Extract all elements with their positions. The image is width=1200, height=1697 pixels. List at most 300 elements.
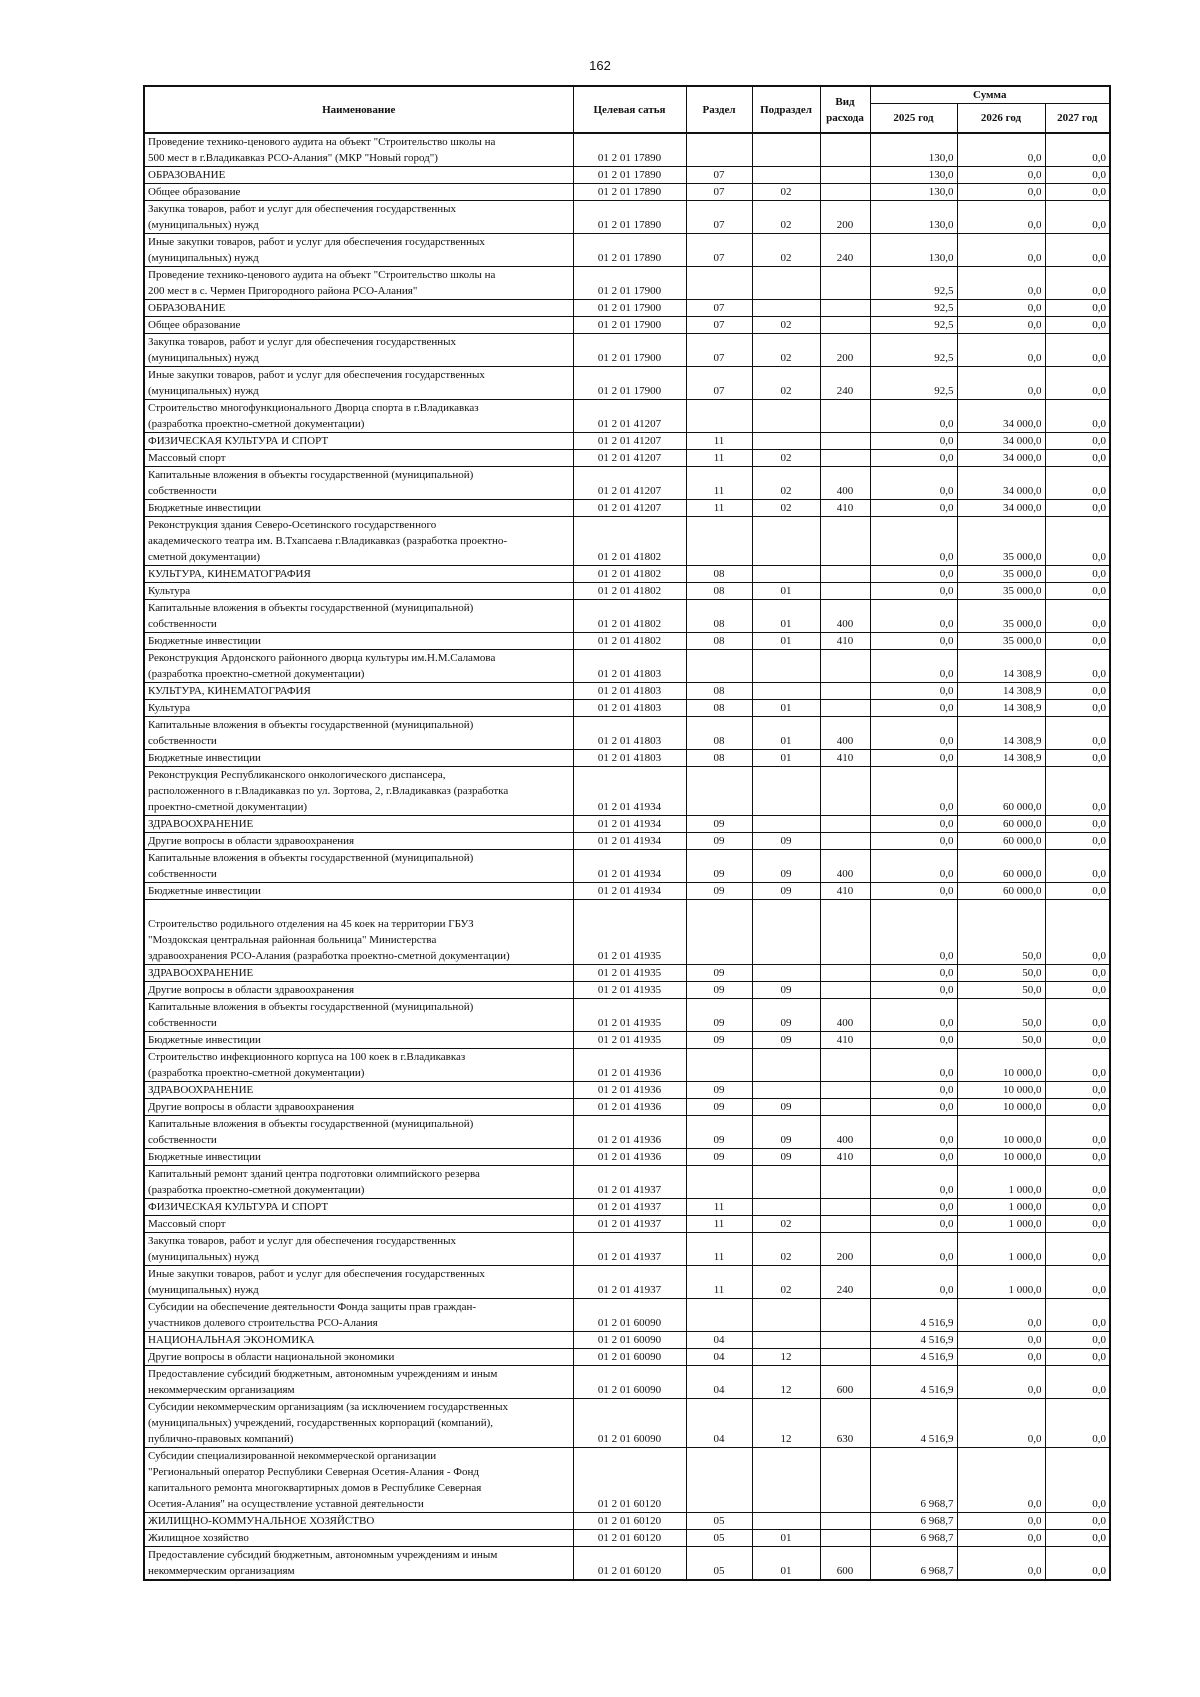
table-row [144, 334, 1110, 367]
cell-2025: 130,0 [870, 184, 957, 201]
cell-name: Предоставление субсидий бюджетным, автономным учреждениям и иным некоммерческим организациям [144, 1547, 573, 1581]
cell-name: Бюджетные инвестиции [144, 883, 573, 900]
table-row [144, 650, 1110, 683]
cell-section: 09 [686, 1149, 752, 1166]
cell-2027: 0,0 [1045, 1530, 1110, 1547]
cell-2026: 14 308,9 [957, 683, 1045, 700]
cell-section: 05 [686, 1547, 752, 1581]
cell-2026: 60 000,0 [957, 833, 1045, 850]
cell-section: 04 [686, 1349, 752, 1366]
cell-2026: 35 000,0 [957, 583, 1045, 600]
table-row [144, 517, 1110, 566]
cell-2027: 0,0 [1045, 334, 1110, 367]
cell-2025: 0,0 [870, 633, 957, 650]
cell-subsection [752, 1049, 820, 1082]
cell-2026: 1 000,0 [957, 1216, 1045, 1233]
cell-subsection [752, 965, 820, 982]
cell-name: Бюджетные инвестиции [144, 500, 573, 517]
cell-subsection: 09 [752, 1099, 820, 1116]
cell-2025: 0,0 [870, 1099, 957, 1116]
cell-expense-type [820, 133, 870, 167]
cell-subsection [752, 816, 820, 833]
cell-section [686, 1299, 752, 1332]
cell-2026: 60 000,0 [957, 767, 1045, 816]
cell-name: Капитальные вложения в объекты государственной (муниципальной) собственности [144, 999, 573, 1032]
cell-subsection: 01 [752, 1530, 820, 1547]
cell-target: 01 2 01 17900 [573, 317, 686, 334]
cell-2025: 92,5 [870, 367, 957, 400]
cell-2026: 35 000,0 [957, 633, 1045, 650]
cell-section: 08 [686, 683, 752, 700]
cell-2027: 0,0 [1045, 600, 1110, 633]
cell-section [686, 400, 752, 433]
cell-2026: 1 000,0 [957, 1166, 1045, 1199]
cell-2025: 0,0 [870, 883, 957, 900]
cell-2027: 0,0 [1045, 184, 1110, 201]
cell-name: ЗДРАВООХРАНЕНИЕ [144, 1082, 573, 1099]
cell-section [686, 767, 752, 816]
cell-target: 01 2 01 41802 [573, 600, 686, 633]
cell-subsection [752, 133, 820, 167]
cell-section: 08 [686, 750, 752, 767]
cell-expense-type [820, 1299, 870, 1332]
cell-2027: 0,0 [1045, 317, 1110, 334]
table-row [144, 317, 1110, 334]
cell-name: Общее образование [144, 317, 573, 334]
cell-expense-type: 400 [820, 999, 870, 1032]
cell-subsection [752, 650, 820, 683]
table-row [144, 816, 1110, 833]
cell-2027: 0,0 [1045, 767, 1110, 816]
cell-2026: 34 000,0 [957, 400, 1045, 433]
cell-2027: 0,0 [1045, 300, 1110, 317]
cell-2027: 0,0 [1045, 467, 1110, 500]
cell-target: 01 2 01 41936 [573, 1149, 686, 1166]
cell-expense-type: 400 [820, 600, 870, 633]
cell-2027: 0,0 [1045, 201, 1110, 234]
cell-name: КУЛЬТУРА, КИНЕМАТОГРАФИЯ [144, 683, 573, 700]
cell-name: Строительство многофункционального Дворца спорта в г.Владикавказ (разработка проектно-сметной документации) [144, 400, 573, 433]
cell-subsection [752, 433, 820, 450]
table-row [144, 833, 1110, 850]
cell-2027: 0,0 [1045, 965, 1110, 982]
cell-subsection: 09 [752, 999, 820, 1032]
table-row [144, 267, 1110, 300]
cell-2026: 10 000,0 [957, 1082, 1045, 1099]
table-row [144, 1216, 1110, 1233]
cell-2025: 0,0 [870, 400, 957, 433]
cell-subsection [752, 400, 820, 433]
cell-name: Проведение технико-ценового аудита на объект "Строительство школы на 500 мест в г.Владикавказ РСО-Алания" (МКР "Новый город") [144, 133, 573, 167]
table-row [144, 600, 1110, 633]
cell-section: 09 [686, 816, 752, 833]
table-row [144, 467, 1110, 500]
cell-section [686, 133, 752, 167]
cell-2025: 0,0 [870, 1049, 957, 1082]
cell-section [686, 267, 752, 300]
cell-2026: 34 000,0 [957, 433, 1045, 450]
cell-subsection: 01 [752, 700, 820, 717]
cell-target: 01 2 01 41935 [573, 982, 686, 999]
cell-subsection: 01 [752, 717, 820, 750]
cell-expense-type: 410 [820, 1032, 870, 1049]
cell-subsection: 01 [752, 750, 820, 767]
cell-section: 08 [686, 600, 752, 633]
cell-2026: 14 308,9 [957, 700, 1045, 717]
cell-expense-type [820, 583, 870, 600]
cell-2026: 0,0 [957, 1547, 1045, 1581]
cell-target: 01 2 01 41934 [573, 816, 686, 833]
cell-target: 01 2 01 41934 [573, 833, 686, 850]
cell-section: 08 [686, 583, 752, 600]
cell-target: 01 2 01 41936 [573, 1099, 686, 1116]
cell-2026: 0,0 [957, 1299, 1045, 1332]
cell-name: Реконструкция Ардонского районного дворца культуры им.Н.М.Саламова (разработка проектно-сметной документации) [144, 650, 573, 683]
cell-expense-type: 410 [820, 750, 870, 767]
cell-section: 09 [686, 850, 752, 883]
table-row [144, 1366, 1110, 1399]
cell-2026: 50,0 [957, 1032, 1045, 1049]
cell-2027: 0,0 [1045, 750, 1110, 767]
cell-name: ФИЗИЧЕСКАЯ КУЛЬТУРА И СПОРТ [144, 1199, 573, 1216]
cell-name: Массовый спорт [144, 1216, 573, 1233]
cell-subsection: 09 [752, 1032, 820, 1049]
table-row [144, 1530, 1110, 1547]
cell-2027: 0,0 [1045, 1216, 1110, 1233]
table-row [144, 1448, 1110, 1513]
table-row [144, 717, 1110, 750]
cell-2025: 0,0 [870, 450, 957, 467]
table-row [144, 1547, 1110, 1581]
cell-subsection: 09 [752, 833, 820, 850]
cell-target: 01 2 01 41207 [573, 500, 686, 517]
cell-2025: 0,0 [870, 767, 957, 816]
header-year-2027: 2027 год [1045, 104, 1110, 134]
cell-expense-type [820, 1082, 870, 1099]
cell-expense-type [820, 267, 870, 300]
cell-subsection [752, 1448, 820, 1513]
table-row [144, 1049, 1110, 1082]
cell-2025: 4 516,9 [870, 1399, 957, 1448]
cell-2026: 60 000,0 [957, 850, 1045, 883]
table-row [144, 1032, 1110, 1049]
cell-2027: 0,0 [1045, 1513, 1110, 1530]
cell-target: 01 2 01 17890 [573, 201, 686, 234]
cell-2027: 0,0 [1045, 650, 1110, 683]
table-row [144, 1349, 1110, 1366]
cell-2026: 10 000,0 [957, 1116, 1045, 1149]
cell-2025: 6 968,7 [870, 1530, 957, 1547]
cell-subsection [752, 267, 820, 300]
cell-2027: 0,0 [1045, 566, 1110, 583]
cell-target: 01 2 01 60090 [573, 1332, 686, 1349]
cell-target: 01 2 01 41934 [573, 883, 686, 900]
cell-name: Капитальные вложения в объекты государственной (муниципальной) собственности [144, 1116, 573, 1149]
cell-subsection [752, 167, 820, 184]
cell-section: 05 [686, 1513, 752, 1530]
table-row [144, 683, 1110, 700]
cell-name: Иные закупки товаров, работ и услуг для обеспечения государственных (муниципальных) нужд [144, 234, 573, 267]
cell-expense-type: 400 [820, 717, 870, 750]
cell-2025: 0,0 [870, 1032, 957, 1049]
cell-section: 07 [686, 300, 752, 317]
cell-2027: 0,0 [1045, 1116, 1110, 1149]
table-header [144, 86, 1110, 133]
cell-2027: 0,0 [1045, 500, 1110, 517]
cell-section [686, 1448, 752, 1513]
cell-target: 01 2 01 41803 [573, 717, 686, 750]
cell-2027: 0,0 [1045, 1399, 1110, 1448]
cell-expense-type [820, 1166, 870, 1199]
table-row [144, 767, 1110, 816]
cell-expense-type: 600 [820, 1547, 870, 1581]
cell-expense-type [820, 900, 870, 965]
cell-section: 09 [686, 1032, 752, 1049]
cell-2027: 0,0 [1045, 883, 1110, 900]
table-row [144, 1149, 1110, 1166]
cell-expense-type [820, 1332, 870, 1349]
cell-2025: 130,0 [870, 234, 957, 267]
cell-section: 07 [686, 367, 752, 400]
cell-section: 07 [686, 234, 752, 267]
table-row [144, 367, 1110, 400]
cell-expense-type [820, 450, 870, 467]
cell-2027: 0,0 [1045, 1032, 1110, 1049]
cell-2025: 130,0 [870, 133, 957, 167]
table-row [144, 433, 1110, 450]
cell-expense-type [820, 1216, 870, 1233]
cell-section: 07 [686, 317, 752, 334]
cell-2027: 0,0 [1045, 982, 1110, 999]
cell-expense-type [820, 1530, 870, 1547]
table-row [144, 300, 1110, 317]
cell-section: 11 [686, 1266, 752, 1299]
cell-2025: 0,0 [870, 600, 957, 633]
cell-2026: 0,0 [957, 201, 1045, 234]
cell-2025: 92,5 [870, 300, 957, 317]
cell-2025: 0,0 [870, 467, 957, 500]
cell-2025: 0,0 [870, 900, 957, 965]
cell-expense-type [820, 683, 870, 700]
cell-section: 09 [686, 982, 752, 999]
table-row [144, 566, 1110, 583]
cell-expense-type [820, 1099, 870, 1116]
cell-2027: 0,0 [1045, 1547, 1110, 1581]
cell-section [686, 1049, 752, 1082]
cell-2025: 0,0 [870, 850, 957, 883]
cell-subsection: 02 [752, 234, 820, 267]
table-row [144, 1332, 1110, 1349]
cell-subsection [752, 1166, 820, 1199]
table-row [144, 900, 1110, 965]
cell-2026: 0,0 [957, 1448, 1045, 1513]
cell-target: 01 2 01 60120 [573, 1448, 686, 1513]
cell-subsection: 02 [752, 1216, 820, 1233]
cell-subsection: 09 [752, 1116, 820, 1149]
cell-section: 08 [686, 633, 752, 650]
cell-expense-type [820, 833, 870, 850]
cell-section: 11 [686, 433, 752, 450]
cell-expense-type: 400 [820, 850, 870, 883]
cell-2027: 0,0 [1045, 1166, 1110, 1199]
cell-2026: 1 000,0 [957, 1199, 1045, 1216]
cell-name: Проведение технико-ценового аудита на объект "Строительство школы на 200 мест в с. Чермен Пригородного района РСО-Алания" [144, 267, 573, 300]
cell-expense-type [820, 1349, 870, 1366]
cell-section: 07 [686, 167, 752, 184]
cell-2025: 0,0 [870, 1149, 957, 1166]
cell-2027: 0,0 [1045, 367, 1110, 400]
cell-target: 01 2 01 41936 [573, 1116, 686, 1149]
cell-expense-type: 400 [820, 1116, 870, 1149]
cell-expense-type [820, 1049, 870, 1082]
cell-2025: 6 968,7 [870, 1547, 957, 1581]
cell-section: 11 [686, 467, 752, 500]
cell-subsection [752, 1082, 820, 1099]
cell-section: 11 [686, 1233, 752, 1266]
table-row [144, 965, 1110, 982]
cell-section [686, 517, 752, 566]
cell-target: 01 2 01 41935 [573, 999, 686, 1032]
cell-target: 01 2 01 41934 [573, 850, 686, 883]
cell-2026: 14 308,9 [957, 717, 1045, 750]
cell-expense-type [820, 1513, 870, 1530]
cell-subsection [752, 517, 820, 566]
cell-target: 01 2 01 60120 [573, 1547, 686, 1581]
cell-2027: 0,0 [1045, 267, 1110, 300]
cell-2025: 0,0 [870, 517, 957, 566]
cell-2026: 0,0 [957, 234, 1045, 267]
cell-section: 11 [686, 1199, 752, 1216]
cell-target: 01 2 01 41937 [573, 1216, 686, 1233]
cell-name: Субсидии некоммерческим организациям (за исключением государственных (муниципальных) учреждений, государственных корпораций (компаний), публично-правовых компаний) [144, 1399, 573, 1448]
cell-name: ОБРАЗОВАНИЕ [144, 167, 573, 184]
cell-2027: 0,0 [1045, 1099, 1110, 1116]
cell-target: 01 2 01 17900 [573, 367, 686, 400]
cell-2026: 14 308,9 [957, 650, 1045, 683]
cell-2026: 34 000,0 [957, 450, 1045, 467]
cell-name: Капитальные вложения в объекты государственной (муниципальной) собственности [144, 850, 573, 883]
table-row [144, 583, 1110, 600]
cell-subsection: 01 [752, 633, 820, 650]
cell-subsection [752, 1513, 820, 1530]
cell-2026: 35 000,0 [957, 600, 1045, 633]
cell-section: 04 [686, 1399, 752, 1448]
cell-2027: 0,0 [1045, 717, 1110, 750]
cell-target: 01 2 01 41802 [573, 633, 686, 650]
cell-subsection: 09 [752, 1149, 820, 1166]
cell-subsection: 02 [752, 450, 820, 467]
table-row [144, 167, 1110, 184]
cell-section [686, 650, 752, 683]
table-row [144, 883, 1110, 900]
cell-2027: 0,0 [1045, 450, 1110, 467]
cell-target: 01 2 01 41936 [573, 1049, 686, 1082]
cell-expense-type: 630 [820, 1399, 870, 1448]
cell-subsection [752, 1332, 820, 1349]
cell-section: 09 [686, 965, 752, 982]
cell-expense-type: 410 [820, 500, 870, 517]
cell-2026: 35 000,0 [957, 517, 1045, 566]
cell-subsection: 02 [752, 1266, 820, 1299]
cell-expense-type: 200 [820, 1233, 870, 1266]
table-row [144, 500, 1110, 517]
cell-target: 01 2 01 41802 [573, 583, 686, 600]
cell-2026: 0,0 [957, 300, 1045, 317]
cell-2027: 0,0 [1045, 1149, 1110, 1166]
cell-target: 01 2 01 41803 [573, 750, 686, 767]
cell-expense-type: 410 [820, 633, 870, 650]
cell-name: Иные закупки товаров, работ и услуг для обеспечения государственных (муниципальных) нужд [144, 367, 573, 400]
header-subsection: Подраздел [752, 86, 820, 133]
cell-2025: 0,0 [870, 982, 957, 999]
cell-2027: 0,0 [1045, 133, 1110, 167]
header-year-2026: 2026 год [957, 104, 1045, 134]
cell-subsection [752, 683, 820, 700]
cell-expense-type: 600 [820, 1366, 870, 1399]
cell-subsection: 12 [752, 1399, 820, 1448]
cell-name: Строительство родильного отделения на 45 коек на территории ГБУЗ "Моздокская центральная районная больница" Министерства здравоохранения РСО-Алания (разработка проектно-сметной документации) [144, 900, 573, 965]
cell-section: 08 [686, 717, 752, 750]
cell-section: 11 [686, 1216, 752, 1233]
table-row [144, 1513, 1110, 1530]
cell-expense-type: 240 [820, 1266, 870, 1299]
cell-name: Капитальный ремонт зданий центра подготовки олимпийского резерва (разработка проектно-сметной документации) [144, 1166, 573, 1199]
cell-2025: 0,0 [870, 433, 957, 450]
header-target: Целевая сатья [573, 86, 686, 133]
cell-name: Капитальные вложения в объекты государственной (муниципальной) собственности [144, 467, 573, 500]
cell-subsection: 09 [752, 982, 820, 999]
header-year-2025: 2025 год [870, 104, 957, 134]
cell-target: 01 2 01 60120 [573, 1530, 686, 1547]
cell-2027: 0,0 [1045, 1233, 1110, 1266]
cell-target: 01 2 01 17890 [573, 184, 686, 201]
cell-name: Субсидии на обеспечение деятельности Фонда защиты прав граждан- участников долевого строительства РСО-Алания [144, 1299, 573, 1332]
cell-section: 09 [686, 999, 752, 1032]
cell-2026: 0,0 [957, 1366, 1045, 1399]
cell-section: 09 [686, 1082, 752, 1099]
cell-2026: 50,0 [957, 965, 1045, 982]
cell-2027: 0,0 [1045, 816, 1110, 833]
cell-subsection: 09 [752, 883, 820, 900]
table-row [144, 1099, 1110, 1116]
cell-target: 01 2 01 60090 [573, 1366, 686, 1399]
cell-subsection: 02 [752, 201, 820, 234]
cell-target: 01 2 01 60090 [573, 1349, 686, 1366]
cell-target: 01 2 01 41937 [573, 1266, 686, 1299]
cell-2027: 0,0 [1045, 167, 1110, 184]
cell-name: Бюджетные инвестиции [144, 1032, 573, 1049]
cell-2027: 0,0 [1045, 1349, 1110, 1366]
cell-target: 01 2 01 60090 [573, 1399, 686, 1448]
cell-expense-type [820, 317, 870, 334]
cell-name: Реконструкция здания Северо-Осетинского государственного академического театра им. В.Тхапсаева г.Владикавказ (разработка проектно- сметной документации) [144, 517, 573, 566]
cell-name: Реконструкция Республиканского онкологического диспансера, расположенного в г.Владикавказ по ул. Зортова, 2, г.Владикавказ (разработка проектно-сметной документации) [144, 767, 573, 816]
cell-section: 09 [686, 1116, 752, 1149]
cell-name: Закупка товаров, работ и услуг для обеспечения государственных (муниципальных) нужд [144, 201, 573, 234]
header-sum: Сумма [870, 86, 1110, 104]
cell-name: Другие вопросы в области здравоохранения [144, 833, 573, 850]
cell-2026: 1 000,0 [957, 1266, 1045, 1299]
cell-target: 01 2 01 41803 [573, 683, 686, 700]
cell-target: 01 2 01 60090 [573, 1299, 686, 1332]
cell-target: 01 2 01 17900 [573, 334, 686, 367]
cell-subsection: 02 [752, 367, 820, 400]
cell-2026: 0,0 [957, 1530, 1045, 1547]
cell-name: Жилищное хозяйство [144, 1530, 573, 1547]
cell-subsection: 02 [752, 467, 820, 500]
cell-2027: 0,0 [1045, 633, 1110, 650]
cell-2027: 0,0 [1045, 900, 1110, 965]
